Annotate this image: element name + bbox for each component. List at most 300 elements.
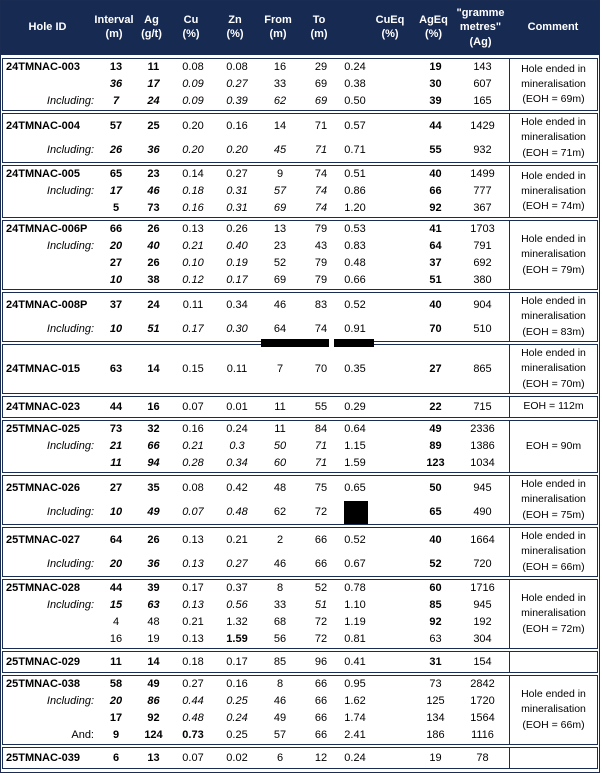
- hole-id-label: 25TMNAC-029: [6, 655, 80, 668]
- cell-ageq: 40: [429, 168, 442, 181]
- cell-ag: 46: [147, 185, 160, 198]
- comment-cell: Hole ended in mineralisation (EOH = 79m): [509, 221, 597, 289]
- header-row: [1, 1, 599, 55]
- cell-ag: 13: [147, 751, 160, 764]
- cell-from: 62: [273, 505, 287, 518]
- cell-from: 50: [273, 440, 287, 453]
- cell-spacer: 0.35: [344, 362, 366, 375]
- cell-interval: 9: [112, 729, 120, 742]
- hole-id-label: 25TMNAC-028: [6, 582, 80, 595]
- cell-from: 33: [273, 78, 287, 91]
- cell-gramme-metres: 865: [473, 362, 492, 375]
- cell-interval: 57: [109, 119, 123, 132]
- cell-to: 79: [314, 274, 328, 287]
- cell-gramme-metres: 932: [473, 143, 492, 156]
- cell-cu: 0.07: [182, 505, 204, 518]
- group-rows: [3, 166, 509, 217]
- row-qualifier-label: Including:: [46, 557, 94, 570]
- group-rows: [3, 397, 509, 417]
- cell-from: 8: [276, 582, 284, 595]
- cell-cu: 0.20: [182, 119, 204, 132]
- cell-gramme-metres: 1720: [470, 695, 495, 708]
- table-row: [3, 59, 509, 76]
- cell-gramme-metres: 367: [473, 202, 492, 215]
- cell-zn: 0.31: [226, 185, 248, 198]
- cell-ageq: 70: [429, 322, 442, 335]
- cell-gramme-metres: 1429: [470, 119, 495, 132]
- cell-to: 52: [314, 582, 328, 595]
- cell-cu: 0.17: [182, 582, 204, 595]
- cell-zn: 0.39: [226, 95, 248, 108]
- cell-spacer: 0.95: [344, 678, 366, 691]
- cell-ageq: 85: [429, 599, 442, 612]
- cell-ageq: 22: [429, 400, 442, 413]
- cell-ageq: 41: [429, 223, 442, 236]
- cell-interval: 17: [109, 712, 123, 725]
- cell-spacer: 0.78: [344, 582, 366, 595]
- cell-from: 56: [273, 633, 287, 646]
- cell-cu: 0.07: [182, 751, 204, 764]
- hole-group-25tmnac-026: [2, 475, 598, 525]
- table-row: [3, 238, 509, 255]
- table-row: [3, 76, 509, 93]
- header-line: CuEq: [375, 14, 405, 27]
- cell-to: 79: [314, 257, 328, 270]
- row-qualifier-label: Including:: [46, 599, 94, 612]
- cell-spacer: 0.64: [344, 423, 366, 436]
- cell-to: 74: [314, 202, 328, 215]
- cell-ageq: 125: [426, 695, 445, 708]
- cell-to: 72: [314, 616, 328, 629]
- cell-interval: 4: [112, 616, 120, 629]
- comment-cell: Hole ended in mineralisation (EOH = 69m): [509, 59, 597, 110]
- hole-group-24tmnac-023: [2, 396, 598, 418]
- cell-interval: 11: [110, 457, 122, 470]
- cell-spacer: 0.29: [344, 400, 366, 413]
- cell-cu: 0.15: [182, 362, 204, 375]
- cell-zn: 0.3: [229, 440, 245, 453]
- comment-cell: Hole ended in mineralisation (EOH = 75m): [509, 476, 597, 524]
- table-row: [3, 727, 509, 744]
- comment-cell: Hole ended in mineralisation (EOH = 74m): [509, 166, 597, 217]
- cell-cu: 0.08: [182, 481, 204, 494]
- cell-from: 68: [273, 616, 287, 629]
- cell-ageq: 186: [426, 729, 445, 742]
- group-rows: [3, 421, 509, 472]
- header-from: [257, 13, 299, 42]
- cell-gramme-metres: 380: [473, 274, 492, 287]
- cell-zn: 0.24: [226, 712, 248, 725]
- cell-zn: 0.42: [226, 481, 248, 494]
- cell-zn: 0.19: [226, 257, 248, 270]
- comment-cell: [509, 748, 597, 768]
- cell-ag: 51: [147, 322, 160, 335]
- hole-group-24tmnac-004: [2, 113, 598, 163]
- hole-group-25tmnac-029: [2, 651, 598, 673]
- cell-interval: 10: [109, 322, 123, 335]
- hole-id-label: 24TMNAC-004: [6, 119, 80, 132]
- group-rows: [3, 293, 509, 341]
- table-row: [3, 93, 509, 110]
- cell-ageq: 65: [429, 505, 442, 518]
- table-row: [3, 710, 509, 727]
- cell-to: 69: [314, 78, 328, 91]
- cell-ageq: 50: [429, 481, 442, 494]
- cell-interval: 11: [110, 655, 122, 668]
- header-hole-id: [1, 20, 94, 34]
- cell-ageq: 60: [429, 582, 442, 595]
- cell-cu: 0.73: [182, 729, 204, 742]
- cell-ag: 11: [147, 61, 160, 74]
- group-rows: [3, 676, 509, 744]
- header-line: To: [312, 14, 326, 27]
- cell-to: 75: [314, 481, 328, 494]
- cell-to: 71: [314, 440, 328, 453]
- cell-ag: 14: [147, 655, 160, 668]
- cell-to: 66: [314, 678, 328, 691]
- group-rows: [3, 652, 509, 672]
- cell-to: 66: [314, 712, 328, 725]
- cell-zn: 0.27: [226, 557, 248, 570]
- cell-ag: 36: [147, 557, 160, 570]
- comment-cell: Hole ended in mineralisation (EOH = 72m): [509, 580, 597, 648]
- cell-zn: 0.31: [226, 202, 248, 215]
- table-row: [3, 183, 509, 200]
- cell-gramme-metres: 945: [473, 481, 492, 494]
- hole-id-label: 25TMNAC-039: [6, 751, 80, 764]
- cell-from: 7: [276, 362, 284, 375]
- header-line: (%): [226, 28, 244, 41]
- cell-from: 57: [273, 185, 287, 198]
- cell-from: 52: [273, 257, 287, 270]
- cell-from: 9: [276, 168, 284, 181]
- hole-group-25tmnac-038: [2, 675, 598, 745]
- cell-spacer: 0.65: [344, 481, 366, 494]
- header-ageq: [413, 13, 454, 42]
- cell-gramme-metres: 777: [473, 185, 492, 198]
- cell-from: 62: [273, 95, 287, 108]
- cell-gramme-metres: 1034: [470, 457, 495, 470]
- hole-group-24tmnac-003: [2, 58, 598, 111]
- cell-interval: 63: [109, 362, 123, 375]
- header-line: (%): [381, 28, 399, 41]
- hole-group-25tmnac-027: [2, 527, 598, 577]
- cell-ag: 16: [147, 400, 160, 413]
- table-row: [3, 580, 509, 597]
- cell-zn: 0.08: [226, 61, 248, 74]
- header-to: [299, 13, 339, 42]
- cell-spacer: 1.62: [344, 695, 366, 708]
- cell-interval: 44: [109, 400, 123, 413]
- cell-to: 66: [314, 695, 328, 708]
- hole-id-label: 24TMNAC-005: [6, 168, 80, 181]
- table-row: [3, 693, 509, 710]
- hole-group-25tmnac-039: [2, 747, 598, 769]
- cell-to: 29: [314, 61, 328, 74]
- table-row: [3, 272, 509, 289]
- cell-ag: 14: [147, 362, 160, 375]
- cell-ageq: 27: [429, 362, 442, 375]
- table-row: [3, 421, 509, 438]
- cell-zn: 0.56: [226, 599, 248, 612]
- cell-gramme-metres: 78: [476, 751, 489, 764]
- header-line: Ag: [144, 14, 159, 27]
- row-qualifier-label: Including:: [46, 505, 94, 518]
- cell-ag: 23: [147, 168, 160, 181]
- cell-zn: 0.27: [226, 168, 248, 181]
- cell-zn: 0.21: [226, 533, 248, 546]
- cell-spacer: 0.51: [344, 168, 366, 181]
- table-row: [3, 166, 509, 183]
- cell-zn: 0.01: [226, 400, 248, 413]
- cell-ag: 124: [144, 729, 163, 742]
- cell-ag: 63: [147, 599, 160, 612]
- hole-id-label: 24TMNAC-023: [6, 400, 80, 413]
- cell-ag: 26: [147, 533, 160, 546]
- cell-interval: 73: [109, 423, 123, 436]
- table-row: [3, 500, 509, 524]
- cell-zn: 0.40: [226, 240, 248, 253]
- table-row: [3, 676, 509, 693]
- redaction-bar: [261, 339, 374, 347]
- group-rows: [3, 345, 509, 393]
- cell-ag: 32: [147, 423, 160, 436]
- cell-cu: 0.13: [182, 533, 204, 546]
- hole-id-label: 24TMNAC-003: [6, 61, 80, 74]
- cell-interval: 7: [112, 95, 120, 108]
- cell-gramme-metres: 1386: [470, 440, 495, 453]
- cell-interval: 64: [109, 533, 123, 546]
- cell-spacer: 0.48: [344, 257, 366, 270]
- cell-cu: 0.28: [182, 457, 204, 470]
- comment-cell: Hole ended in mineralisation (EOH = 70m): [509, 345, 597, 393]
- cell-ag: 49: [147, 678, 160, 691]
- cell-cu: 0.08: [182, 61, 204, 74]
- header-line: (m): [105, 28, 123, 41]
- cell-from: 46: [273, 695, 287, 708]
- hole-id-label: 25TMNAC-026: [6, 481, 80, 494]
- cell-spacer: 2.41: [344, 729, 366, 742]
- cell-from: 2: [276, 533, 284, 546]
- hole-group-25tmnac-028: [2, 579, 598, 649]
- hole-id-label: 25TMNAC-025: [6, 423, 80, 436]
- cell-spacer: 0.53: [344, 223, 366, 236]
- cell-to: 66: [314, 729, 328, 742]
- table-row: [3, 317, 509, 341]
- header-line: (m): [269, 28, 287, 41]
- cell-cu: 0.21: [182, 240, 204, 253]
- cell-zn: 0.20: [226, 143, 248, 156]
- cell-ageq: 40: [429, 298, 442, 311]
- cell-ag: 86: [147, 695, 160, 708]
- cell-ageq: 52: [429, 557, 442, 570]
- cell-interval: 65: [109, 168, 123, 181]
- group-rows: [3, 528, 509, 576]
- row-qualifier-label: Including:: [46, 240, 94, 253]
- cell-ag: 25: [147, 119, 160, 132]
- cell-interval: 10: [109, 274, 123, 287]
- header-line: Interval: [94, 14, 134, 27]
- hole-id-label: 24TMNAC-006P: [6, 223, 88, 236]
- cell-from: 60: [273, 457, 287, 470]
- cell-spacer: 0.38: [344, 78, 366, 91]
- cell-spacer: 1.19: [344, 616, 366, 629]
- cell-zn: 0.34: [226, 298, 248, 311]
- cell-cu: 0.13: [182, 223, 204, 236]
- cell-interval: 26: [109, 143, 123, 156]
- cell-zn: 0.37: [226, 582, 248, 595]
- cell-from: 11: [274, 423, 286, 436]
- cell-cu: 0.13: [182, 557, 204, 570]
- comment-cell: EOH = 90m: [509, 421, 597, 472]
- group-rows: [3, 580, 509, 648]
- table-row: [3, 552, 509, 576]
- row-qualifier-label: Including:: [46, 695, 94, 708]
- comment-cell: Hole ended in mineralisation (EOH = 71m): [509, 114, 597, 162]
- cell-gramme-metres: 1564: [470, 712, 495, 725]
- cell-to: 72: [314, 505, 328, 518]
- cell-ageq: 66: [429, 185, 442, 198]
- cell-cu: 0.10: [182, 257, 204, 270]
- cell-zn: 0.17: [226, 274, 248, 287]
- cell-to: 74: [314, 185, 328, 198]
- cell-cu: 0.12: [182, 274, 204, 287]
- cell-to: 96: [314, 655, 328, 668]
- cell-spacer: 0.66: [344, 274, 366, 287]
- header-line: Comment: [527, 21, 579, 34]
- cell-ageq: 134: [426, 712, 445, 725]
- cell-cu: 0.18: [182, 185, 204, 198]
- cell-cu: 0.18: [182, 655, 204, 668]
- cell-spacer: 0.71: [344, 143, 366, 156]
- cell-cu: 0.13: [182, 599, 204, 612]
- cell-ag: 38: [147, 274, 160, 287]
- table-row: [3, 255, 509, 272]
- cell-to: 51: [314, 599, 328, 612]
- group-rows: [3, 221, 509, 289]
- cell-ag: 24: [147, 298, 160, 311]
- hole-group-24tmnac-006p: [2, 220, 598, 290]
- cell-ageq: 63: [429, 633, 442, 646]
- cell-ag: 48: [147, 616, 160, 629]
- cell-gramme-metres: 1703: [470, 223, 495, 236]
- cell-gramme-metres: 715: [473, 400, 492, 413]
- cell-ag: 66: [147, 440, 160, 453]
- hole-group-24tmnac-015: [2, 344, 598, 394]
- header-line: Cu: [183, 14, 199, 27]
- cell-zn: 0.11: [226, 362, 248, 375]
- comment-cell: Hole ended in mineralisation (EOH = 83m): [509, 293, 597, 341]
- cell-spacer: 0.24: [344, 61, 366, 74]
- cell-from: 23: [273, 240, 287, 253]
- table-row: [3, 114, 509, 138]
- cell-ageq: 123: [426, 457, 445, 470]
- cell-ageq: 73: [429, 678, 442, 691]
- row-qualifier-label: Including:: [46, 143, 94, 156]
- group-rows: [3, 114, 509, 162]
- cell-spacer: 0.52: [344, 298, 366, 311]
- cell-gramme-metres: 192: [473, 616, 492, 629]
- cell-ag: 36: [147, 143, 160, 156]
- cell-ag: 92: [147, 712, 160, 725]
- cell-gramme-metres: 692: [473, 257, 492, 270]
- table-row: [3, 476, 509, 500]
- cell-gramme-metres: 904: [473, 298, 492, 311]
- cell-gramme-metres: 720: [473, 557, 492, 570]
- cell-zn: 0.25: [226, 695, 248, 708]
- cell-gramme-metres: 2336: [470, 423, 495, 436]
- cell-ageq: 19: [429, 61, 442, 74]
- cell-from: 57: [273, 729, 287, 742]
- cell-gramme-metres: 510: [473, 322, 492, 335]
- row-qualifier-label: Including:: [46, 185, 94, 198]
- header-line: (%): [424, 28, 443, 41]
- header-line: Hole ID: [28, 21, 67, 34]
- cell-from: 33: [273, 599, 287, 612]
- cell-spacer: 0.52: [344, 533, 366, 546]
- cell-cu: 0.09: [182, 95, 204, 108]
- cell-spacer: 0.50: [344, 95, 366, 108]
- cell-interval: 27: [109, 257, 123, 270]
- cell-to: 84: [314, 423, 328, 436]
- comment-cell: Hole ended in mineralisation (EOH = 66m): [509, 676, 597, 744]
- row-qualifier-label: Including:: [46, 440, 94, 453]
- cell-gramme-metres: 490: [473, 505, 492, 518]
- table-row: [3, 345, 509, 393]
- cell-ageq: 64: [429, 240, 442, 253]
- row-qualifier-label: Including:: [46, 322, 94, 335]
- cell-zn: 0.48: [226, 505, 248, 518]
- cell-zn: 0.17: [226, 655, 248, 668]
- cell-cu: 0.09: [182, 78, 204, 91]
- cell-to: 83: [314, 298, 328, 311]
- cell-interval: 5: [112, 202, 120, 215]
- cell-spacer: 0.81: [344, 633, 366, 646]
- cell-from: 85: [273, 655, 287, 668]
- group-rows: [3, 748, 509, 768]
- cell-from: 48: [273, 481, 287, 494]
- cell-cu: 0.13: [182, 633, 204, 646]
- header-line: (Ag): [469, 35, 492, 48]
- cell-to: 69: [314, 95, 328, 108]
- cell-spacer: 1.15: [344, 440, 366, 453]
- cell-ag: 26: [147, 223, 160, 236]
- cell-cu: 0.14: [182, 168, 204, 181]
- table-row: [3, 652, 509, 672]
- cell-ageq: 40: [429, 533, 442, 546]
- table-row: [3, 748, 509, 768]
- cell-interval: 37: [109, 298, 123, 311]
- cell-interval: 20: [109, 557, 123, 570]
- cell-ageq: 37: [429, 257, 442, 270]
- header-line: "gramme: [456, 7, 505, 19]
- row-qualifier-label: Including:: [46, 95, 94, 108]
- cell-ageq: 30: [429, 78, 442, 91]
- cell-to: 74: [314, 168, 328, 181]
- cell-ag: 17: [147, 78, 160, 91]
- cell-interval: 6: [112, 751, 120, 764]
- cell-interval: 36: [109, 78, 123, 91]
- cell-zn: 0.34: [226, 457, 248, 470]
- cell-gramme-metres: 1116: [471, 729, 494, 742]
- hole-id-label: 25TMNAC-027: [6, 533, 80, 546]
- cell-interval: 66: [109, 223, 123, 236]
- cell-ag: 40: [147, 240, 160, 253]
- cell-zn: 0.25: [226, 729, 248, 742]
- cell-from: 11: [274, 400, 286, 413]
- cell-spacer: 0.91: [344, 322, 366, 335]
- cell-to: 71: [314, 119, 328, 132]
